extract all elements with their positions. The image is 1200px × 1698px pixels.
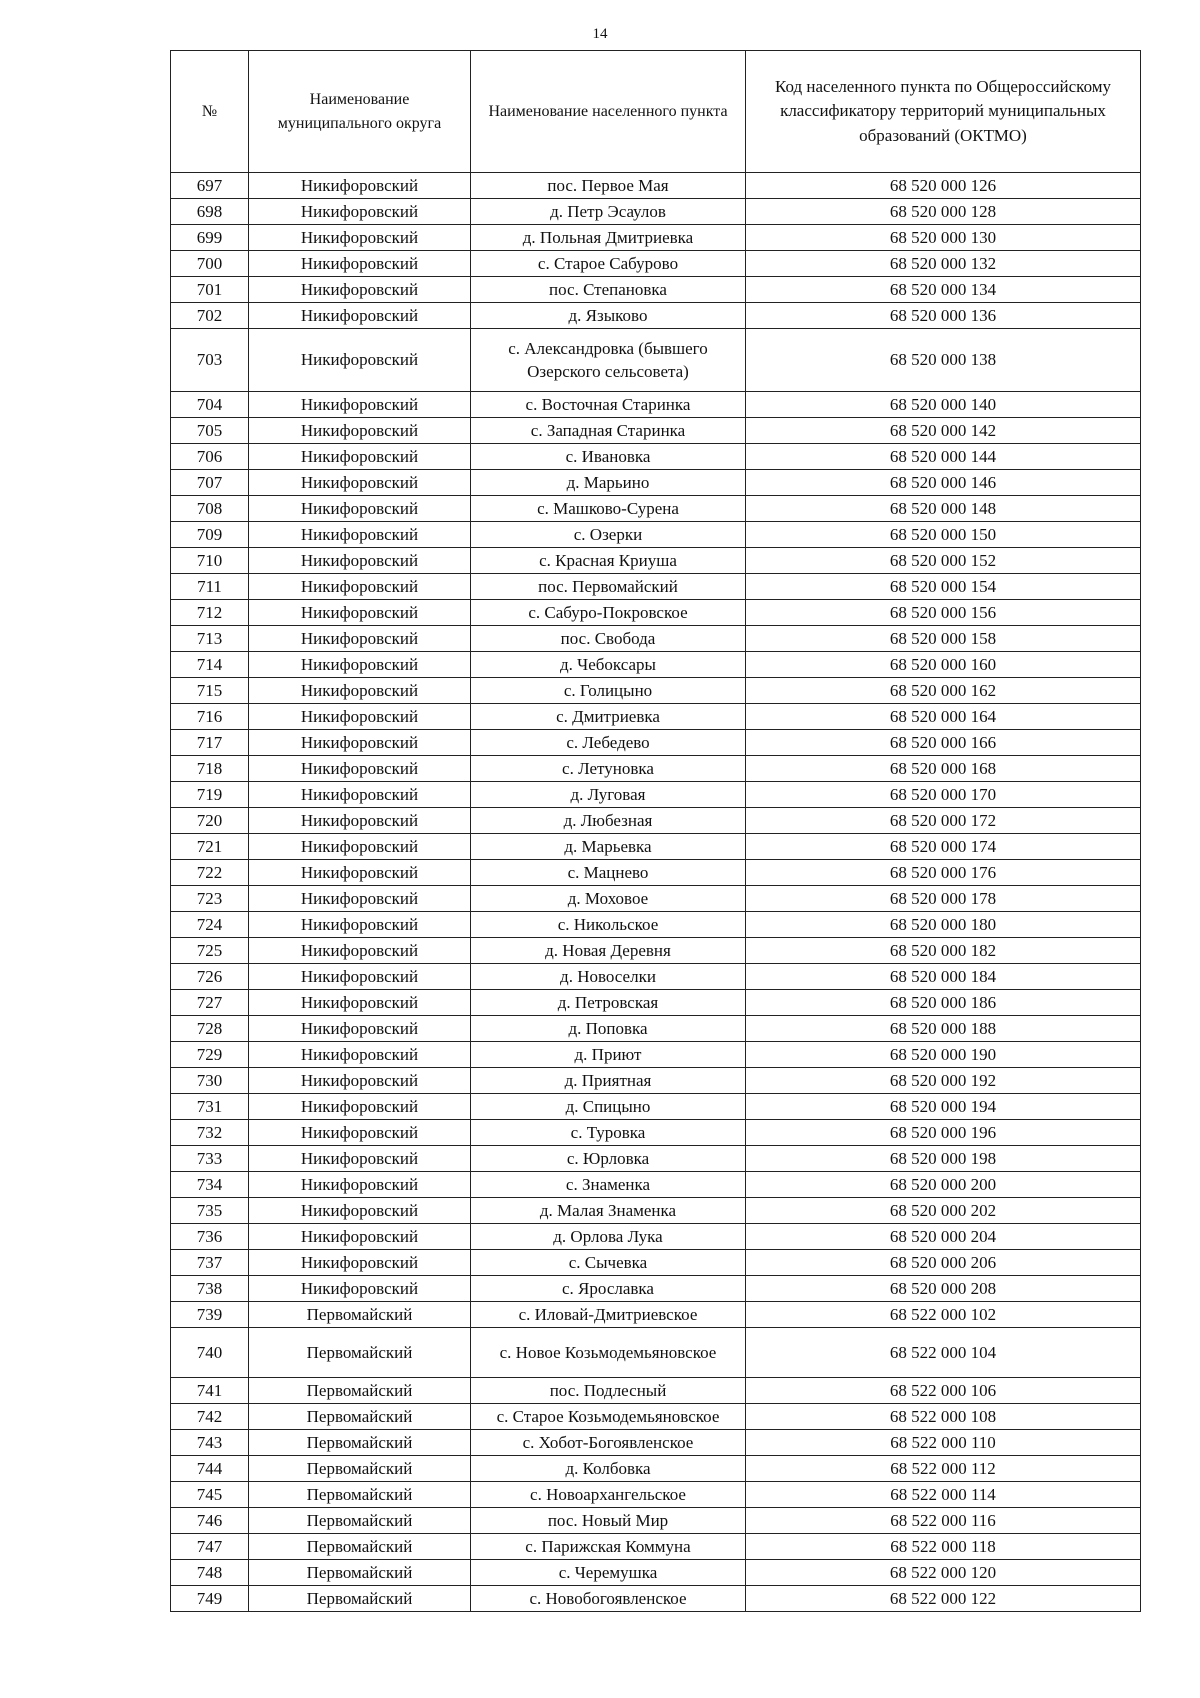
settlement-name: д. Поповка [471, 1016, 746, 1042]
oktmo-code: 68 522 000 120 [746, 1560, 1141, 1586]
table-row [171, 1534, 1141, 1560]
oktmo-code: 68 520 000 130 [746, 225, 1141, 251]
table-row [171, 444, 1141, 470]
settlement-name: с. Иловай-Дмитриевское [471, 1302, 746, 1328]
settlement-name: д. Любезная [471, 808, 746, 834]
table-row [171, 756, 1141, 782]
row-number: 720 [171, 808, 249, 834]
municipal-district: Никифоровский [249, 1068, 471, 1094]
table-row [171, 1120, 1141, 1146]
oktmo-code: 68 520 000 206 [746, 1250, 1141, 1276]
header-row [171, 51, 1141, 173]
oktmo-code: 68 520 000 170 [746, 782, 1141, 808]
header-num: № [171, 51, 249, 173]
table-row [171, 834, 1141, 860]
row-number: 699 [171, 225, 249, 251]
settlement-name: с. Черемушка [471, 1560, 746, 1586]
oktmo-code: 68 522 000 110 [746, 1430, 1141, 1456]
row-number: 722 [171, 860, 249, 886]
table-row [171, 1172, 1141, 1198]
oktmo-code: 68 520 000 208 [746, 1276, 1141, 1302]
municipal-district: Никифоровский [249, 1146, 471, 1172]
oktmo-table [170, 50, 1141, 1612]
table-row [171, 392, 1141, 418]
table-row [171, 1302, 1141, 1328]
settlement-name: д. Марьевка [471, 834, 746, 860]
table-body [171, 173, 1141, 1612]
municipal-district: Никифоровский [249, 574, 471, 600]
settlement-name: пос. Первомайский [471, 574, 746, 600]
oktmo-code: 68 520 000 190 [746, 1042, 1141, 1068]
settlement-name: д. Новоселки [471, 964, 746, 990]
settlement-name: д. Малая Знаменка [471, 1198, 746, 1224]
row-number: 706 [171, 444, 249, 470]
row-number: 709 [171, 522, 249, 548]
oktmo-code: 68 522 000 104 [746, 1328, 1141, 1378]
table-row [171, 678, 1141, 704]
row-number: 701 [171, 277, 249, 303]
municipal-district: Никифоровский [249, 522, 471, 548]
municipal-district: Никифоровский [249, 626, 471, 652]
oktmo-code: 68 522 000 106 [746, 1378, 1141, 1404]
oktmo-code: 68 520 000 146 [746, 470, 1141, 496]
settlement-name: д. Орлова Лука [471, 1224, 746, 1250]
row-number: 708 [171, 496, 249, 522]
settlement-name: с. Красная Криуша [471, 548, 746, 574]
row-number: 737 [171, 1250, 249, 1276]
settlement-name: д. Языково [471, 303, 746, 329]
settlement-name: д. Чебоксары [471, 652, 746, 678]
settlement-name: с. Сабуро-Покровское [471, 600, 746, 626]
oktmo-code: 68 520 000 148 [746, 496, 1141, 522]
municipal-district: Первомайский [249, 1456, 471, 1482]
table-row [171, 277, 1141, 303]
table-row [171, 225, 1141, 251]
row-number: 707 [171, 470, 249, 496]
row-number: 740 [171, 1328, 249, 1378]
table-row [171, 199, 1141, 225]
oktmo-code: 68 520 000 160 [746, 652, 1141, 678]
row-number: 742 [171, 1404, 249, 1430]
table-row [171, 1198, 1141, 1224]
oktmo-code: 68 520 000 204 [746, 1224, 1141, 1250]
settlement-name: с. Александровка (бывшего Озерского сельсовета) [471, 329, 746, 392]
table-row [171, 1016, 1141, 1042]
header-okrug: Наименование муниципального округа [249, 51, 471, 173]
table-row [171, 1586, 1141, 1612]
table-row [171, 1276, 1141, 1302]
settlement-name: с. Сычевка [471, 1250, 746, 1276]
municipal-district: Никифоровский [249, 225, 471, 251]
settlement-name: с. Новоархангельское [471, 1482, 746, 1508]
settlement-name: с. Ивановка [471, 444, 746, 470]
settlement-name: с. Новое Козьмодемьяновское [471, 1328, 746, 1378]
table-row [171, 329, 1141, 392]
row-number: 716 [171, 704, 249, 730]
settlement-name: с. Туровка [471, 1120, 746, 1146]
settlement-name: д. Польная Дмитриевка [471, 225, 746, 251]
table-row [171, 522, 1141, 548]
row-number: 719 [171, 782, 249, 808]
municipal-district: Первомайский [249, 1302, 471, 1328]
settlement-name: д. Моховое [471, 886, 746, 912]
oktmo-code: 68 520 000 180 [746, 912, 1141, 938]
municipal-district: Никифоровский [249, 496, 471, 522]
settlement-name: д. Приятная [471, 1068, 746, 1094]
table-row [171, 704, 1141, 730]
municipal-district: Никифоровский [249, 1276, 471, 1302]
table-row [171, 1456, 1141, 1482]
table-row [171, 1146, 1141, 1172]
settlement-name: с. Голицыно [471, 678, 746, 704]
oktmo-code: 68 520 000 128 [746, 199, 1141, 225]
oktmo-code: 68 520 000 154 [746, 574, 1141, 600]
municipal-district: Первомайский [249, 1482, 471, 1508]
municipal-district: Никифоровский [249, 730, 471, 756]
table-row [171, 548, 1141, 574]
table-row [171, 574, 1141, 600]
oktmo-code: 68 520 000 202 [746, 1198, 1141, 1224]
municipal-district: Никифоровский [249, 392, 471, 418]
row-number: 705 [171, 418, 249, 444]
row-number: 712 [171, 600, 249, 626]
municipal-district: Первомайский [249, 1508, 471, 1534]
oktmo-code: 68 520 000 174 [746, 834, 1141, 860]
table-row [171, 990, 1141, 1016]
table-row [171, 1042, 1141, 1068]
municipal-district: Никифоровский [249, 964, 471, 990]
municipal-district: Никифоровский [249, 756, 471, 782]
table-row [171, 1068, 1141, 1094]
oktmo-code: 68 520 000 186 [746, 990, 1141, 1016]
row-number: 714 [171, 652, 249, 678]
oktmo-code: 68 520 000 176 [746, 860, 1141, 886]
municipal-district: Никифоровский [249, 470, 471, 496]
settlement-name: с. Дмитриевка [471, 704, 746, 730]
municipal-district: Никифоровский [249, 990, 471, 1016]
settlement-name: д. Приют [471, 1042, 746, 1068]
table-row [171, 626, 1141, 652]
settlement-name: с. Старое Козьмодемьяновское [471, 1404, 746, 1430]
table-row [171, 1224, 1141, 1250]
table-row [171, 886, 1141, 912]
row-number: 743 [171, 1430, 249, 1456]
municipal-district: Первомайский [249, 1560, 471, 1586]
oktmo-code: 68 520 000 194 [746, 1094, 1141, 1120]
municipal-district: Никифоровский [249, 277, 471, 303]
settlement-name: с. Старое Сабурово [471, 251, 746, 277]
municipal-district: Никифоровский [249, 678, 471, 704]
settlement-name: с. Новобогоявленское [471, 1586, 746, 1612]
table-row [171, 1378, 1141, 1404]
municipal-district: Никифоровский [249, 600, 471, 626]
municipal-district: Никифоровский [249, 834, 471, 860]
municipal-district: Никифоровский [249, 1120, 471, 1146]
municipal-district: Никифоровский [249, 652, 471, 678]
municipal-district: Никифоровский [249, 1016, 471, 1042]
settlement-name: с. Юрловка [471, 1146, 746, 1172]
settlement-name: с. Ярославка [471, 1276, 746, 1302]
table-row [171, 1508, 1141, 1534]
municipal-district: Никифоровский [249, 938, 471, 964]
settlement-name: с. Западная Старинка [471, 418, 746, 444]
oktmo-code: 68 520 000 196 [746, 1120, 1141, 1146]
municipal-district: Никифоровский [249, 444, 471, 470]
oktmo-code: 68 520 000 164 [746, 704, 1141, 730]
row-number: 724 [171, 912, 249, 938]
municipal-district: Никифоровский [249, 1198, 471, 1224]
table-row [171, 418, 1141, 444]
oktmo-code: 68 520 000 156 [746, 600, 1141, 626]
oktmo-code: 68 520 000 184 [746, 964, 1141, 990]
row-number: 700 [171, 251, 249, 277]
municipal-district: Никифоровский [249, 251, 471, 277]
municipal-district: Первомайский [249, 1328, 471, 1378]
municipal-district: Никифоровский [249, 1250, 471, 1276]
row-number: 729 [171, 1042, 249, 1068]
row-number: 745 [171, 1482, 249, 1508]
row-number: 723 [171, 886, 249, 912]
row-number: 725 [171, 938, 249, 964]
municipal-district: Никифоровский [249, 1094, 471, 1120]
settlement-name: пос. Новый Мир [471, 1508, 746, 1534]
settlement-name: с. Озерки [471, 522, 746, 548]
table-row [171, 652, 1141, 678]
settlement-name: пос. Подлесный [471, 1378, 746, 1404]
municipal-district: Никифоровский [249, 1172, 471, 1198]
table-row [171, 938, 1141, 964]
oktmo-code: 68 522 000 114 [746, 1482, 1141, 1508]
row-number: 718 [171, 756, 249, 782]
settlement-name: пос. Степановка [471, 277, 746, 303]
settlement-name: д. Петр Эсаулов [471, 199, 746, 225]
row-number: 733 [171, 1146, 249, 1172]
municipal-district: Первомайский [249, 1430, 471, 1456]
table-row [171, 600, 1141, 626]
row-number: 736 [171, 1224, 249, 1250]
settlement-name: с. Лебедево [471, 730, 746, 756]
oktmo-code: 68 520 000 182 [746, 938, 1141, 964]
row-number: 741 [171, 1378, 249, 1404]
table-row [171, 1430, 1141, 1456]
table-row [171, 782, 1141, 808]
row-number: 726 [171, 964, 249, 990]
header-place: Наименование населенного пункта [471, 51, 746, 173]
row-number: 748 [171, 1560, 249, 1586]
table-row [171, 964, 1141, 990]
table-row [171, 1094, 1141, 1120]
table-row [171, 808, 1141, 834]
table-row [171, 1560, 1141, 1586]
settlement-name: д. Спицыно [471, 1094, 746, 1120]
table-row [171, 1250, 1141, 1276]
row-number: 704 [171, 392, 249, 418]
oktmo-code: 68 522 000 122 [746, 1586, 1141, 1612]
row-number: 715 [171, 678, 249, 704]
table-row [171, 860, 1141, 886]
oktmo-code: 68 520 000 142 [746, 418, 1141, 444]
municipal-district: Первомайский [249, 1534, 471, 1560]
table-row [171, 1404, 1141, 1430]
oktmo-code: 68 522 000 116 [746, 1508, 1141, 1534]
municipal-district: Никифоровский [249, 860, 471, 886]
oktmo-code: 68 522 000 102 [746, 1302, 1141, 1328]
row-number: 738 [171, 1276, 249, 1302]
table-row [171, 173, 1141, 199]
municipal-district: Никифоровский [249, 808, 471, 834]
row-number: 711 [171, 574, 249, 600]
municipal-district: Никифоровский [249, 329, 471, 392]
row-number: 698 [171, 199, 249, 225]
settlement-name: с. Летуновка [471, 756, 746, 782]
settlement-name: д. Марьино [471, 470, 746, 496]
page-number: 14 [592, 26, 608, 42]
oktmo-code: 68 522 000 112 [746, 1456, 1141, 1482]
table-row [171, 470, 1141, 496]
row-number: 734 [171, 1172, 249, 1198]
settlement-name: с. Мацнево [471, 860, 746, 886]
oktmo-code: 68 520 000 166 [746, 730, 1141, 756]
oktmo-code: 68 520 000 168 [746, 756, 1141, 782]
row-number: 697 [171, 173, 249, 199]
settlement-name: пос. Свобода [471, 626, 746, 652]
municipal-district: Первомайский [249, 1378, 471, 1404]
row-number: 747 [171, 1534, 249, 1560]
municipal-district: Никифоровский [249, 173, 471, 199]
municipal-district: Никифоровский [249, 704, 471, 730]
oktmo-code: 68 520 000 158 [746, 626, 1141, 652]
oktmo-code: 68 522 000 108 [746, 1404, 1141, 1430]
table-row [171, 730, 1141, 756]
row-number: 732 [171, 1120, 249, 1146]
row-number: 749 [171, 1586, 249, 1612]
row-number: 710 [171, 548, 249, 574]
oktmo-code: 68 520 000 162 [746, 678, 1141, 704]
municipal-district: Никифоровский [249, 303, 471, 329]
table-row [171, 912, 1141, 938]
row-number: 717 [171, 730, 249, 756]
row-number: 713 [171, 626, 249, 652]
oktmo-code: 68 520 000 150 [746, 522, 1141, 548]
settlement-name: д. Петровская [471, 990, 746, 1016]
oktmo-code: 68 520 000 188 [746, 1016, 1141, 1042]
settlement-name: д. Колбовка [471, 1456, 746, 1482]
settlement-name: с. Никольское [471, 912, 746, 938]
oktmo-code: 68 520 000 198 [746, 1146, 1141, 1172]
municipal-district: Никифоровский [249, 1042, 471, 1068]
oktmo-code: 68 520 000 134 [746, 277, 1141, 303]
oktmo-code: 68 522 000 118 [746, 1534, 1141, 1560]
settlement-name: с. Знаменка [471, 1172, 746, 1198]
municipal-district: Первомайский [249, 1586, 471, 1612]
oktmo-code: 68 520 000 144 [746, 444, 1141, 470]
row-number: 735 [171, 1198, 249, 1224]
oktmo-code: 68 520 000 140 [746, 392, 1141, 418]
oktmo-code: 68 520 000 152 [746, 548, 1141, 574]
municipal-district: Первомайский [249, 1404, 471, 1430]
settlement-name: д. Новая Деревня [471, 938, 746, 964]
settlement-name: с. Машково-Сурена [471, 496, 746, 522]
settlement-name: с. Восточная Старинка [471, 392, 746, 418]
row-number: 703 [171, 329, 249, 392]
settlement-name: д. Луговая [471, 782, 746, 808]
municipal-district: Никифоровский [249, 1224, 471, 1250]
municipal-district: Никифоровский [249, 548, 471, 574]
table-row [171, 1482, 1141, 1508]
settlement-name: пос. Первое Мая [471, 173, 746, 199]
oktmo-code: 68 520 000 178 [746, 886, 1141, 912]
row-number: 746 [171, 1508, 249, 1534]
oktmo-code: 68 520 000 200 [746, 1172, 1141, 1198]
oktmo-code: 68 520 000 132 [746, 251, 1141, 277]
oktmo-code: 68 520 000 192 [746, 1068, 1141, 1094]
table-row [171, 251, 1141, 277]
header-code: Код населенного пункта по Общероссийскому классификатору территорий муниципальных образований (ОКТМО) [746, 51, 1141, 173]
row-number: 721 [171, 834, 249, 860]
settlement-name: с. Парижская Коммуна [471, 1534, 746, 1560]
oktmo-code: 68 520 000 172 [746, 808, 1141, 834]
oktmo-code: 68 520 000 138 [746, 329, 1141, 392]
row-number: 744 [171, 1456, 249, 1482]
row-number: 730 [171, 1068, 249, 1094]
table-row [171, 496, 1141, 522]
municipal-district: Никифоровский [249, 886, 471, 912]
row-number: 728 [171, 1016, 249, 1042]
table-row [171, 303, 1141, 329]
municipal-district: Никифоровский [249, 912, 471, 938]
row-number: 727 [171, 990, 249, 1016]
oktmo-code: 68 520 000 126 [746, 173, 1141, 199]
municipal-district: Никифоровский [249, 199, 471, 225]
row-number: 739 [171, 1302, 249, 1328]
table-header [171, 51, 1141, 173]
table-row [171, 1328, 1141, 1378]
row-number: 702 [171, 303, 249, 329]
municipal-district: Никифоровский [249, 418, 471, 444]
row-number: 731 [171, 1094, 249, 1120]
municipal-district: Никифоровский [249, 782, 471, 808]
oktmo-code: 68 520 000 136 [746, 303, 1141, 329]
settlement-name: с. Хобот-Богоявленское [471, 1430, 746, 1456]
